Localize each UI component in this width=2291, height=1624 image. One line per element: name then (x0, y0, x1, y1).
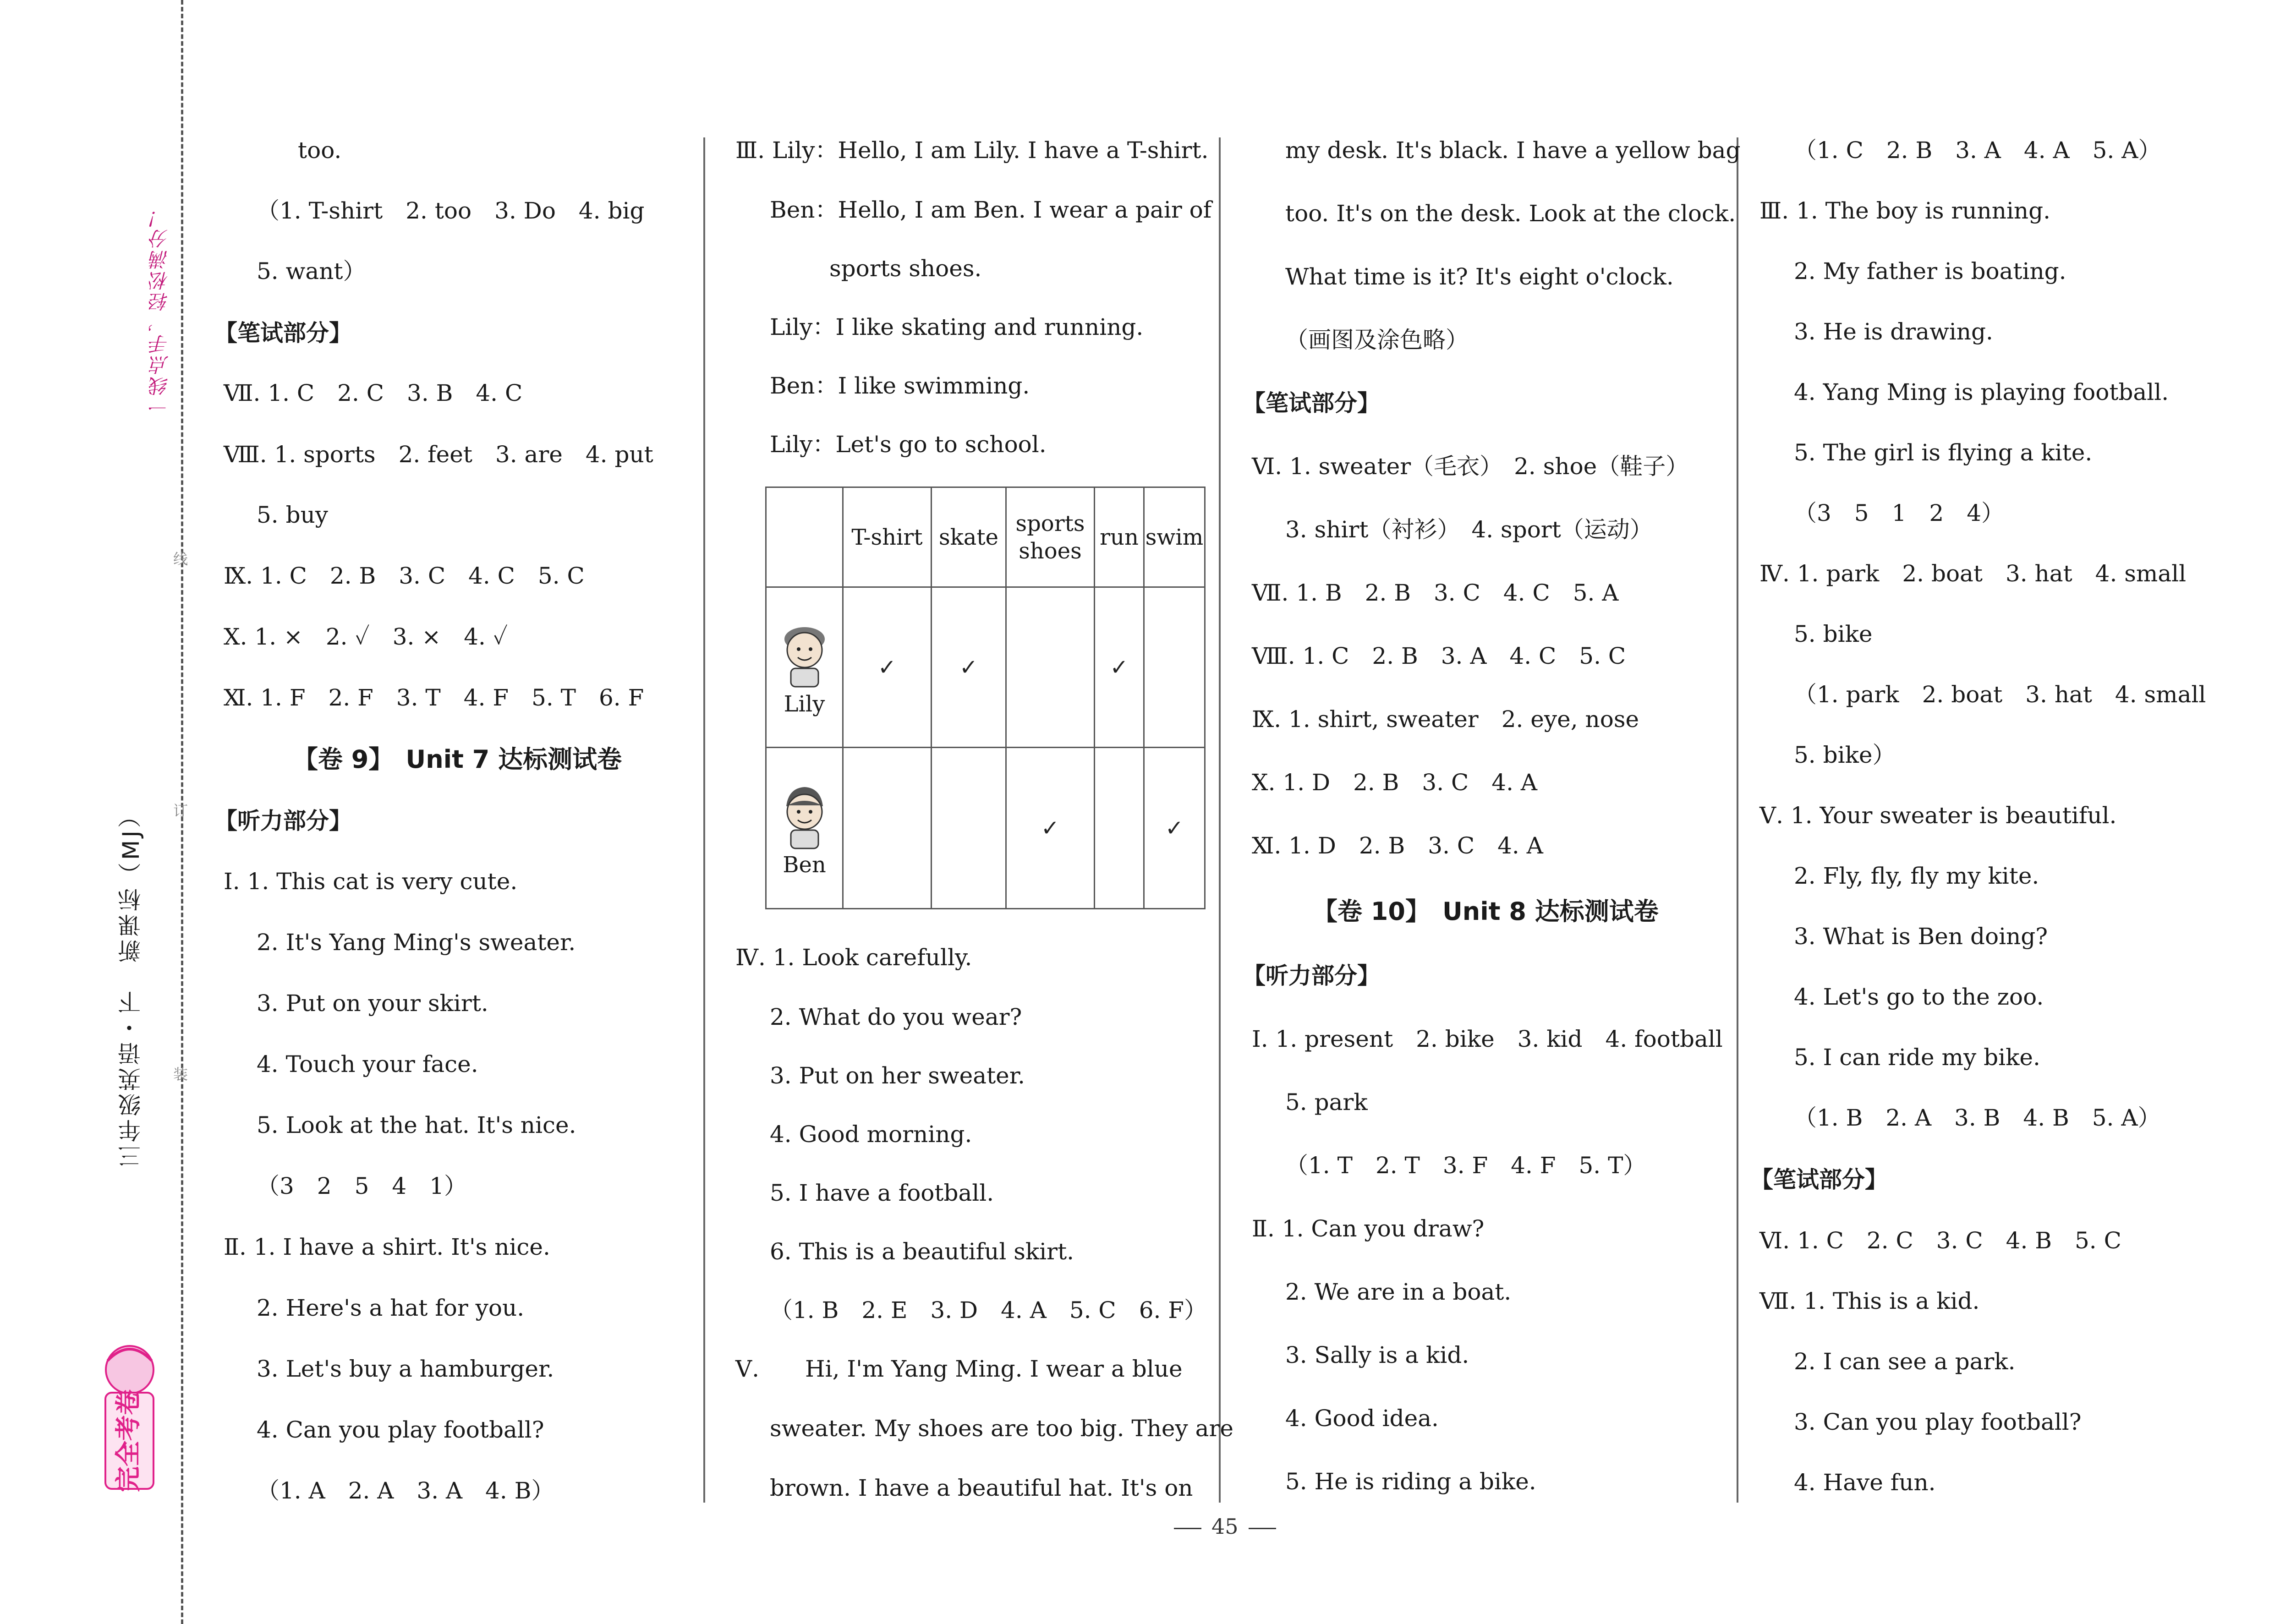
answer-line: Ⅵ. 1. sweater（毛衣） 2. shoe（鞋子） (1252, 453, 1689, 480)
answer-line: 4. Yang Ming is playing football. (1794, 379, 2169, 405)
page-number-text: 45 (1211, 1514, 1239, 1539)
answer-line: 2. My father is boating. (1794, 258, 2066, 284)
answer-line: Ⅰ. 1. This cat is very cute. (224, 868, 518, 895)
unit-title: 【卷 10】 Unit 8 达标测试卷 (1313, 897, 1659, 926)
answer-line: my desk. It's black. I have a yellow bag (1285, 137, 1741, 164)
answer-line: 5. want） (257, 258, 366, 284)
column-divider (1737, 137, 1738, 1503)
table-cell: ✓ (932, 587, 1006, 748)
boy-avatar-icon (775, 778, 834, 851)
table-cell (1095, 748, 1144, 909)
answer-line: 2. What do you wear? (770, 1004, 1022, 1030)
answer-line: （3 2 5 4 1） (257, 1173, 467, 1199)
kid-cell (766, 587, 843, 748)
answer-line: too. It's on the desk. Look at the clock. (1285, 200, 1736, 227)
table-cell: ✓ (1095, 587, 1144, 748)
section-heading: 【笔试部分】 (1243, 390, 1380, 416)
girl-avatar-icon (775, 617, 834, 690)
unit-title: 【卷 9】 Unit 7 达标测试卷 (293, 745, 622, 774)
answer-line: Lily：Let's go to school. (770, 431, 1047, 458)
answer-line: 3. Put on her sweater. (770, 1062, 1025, 1089)
cut-mark-order: 订 (173, 802, 188, 820)
table-cell (1144, 587, 1205, 748)
answer-line: 5. I can ride my bike. (1794, 1044, 2040, 1071)
answer-line: 4. Can you play football? (257, 1416, 544, 1443)
answer-line: Lily：I like skating and running. (770, 314, 1144, 340)
cut-mark-bind: 装 (173, 1066, 188, 1083)
slogan: 一线点手，轻松满分！ (149, 206, 171, 417)
answer-line: （3 5 1 2 4） (1794, 500, 2005, 526)
answer-line: Ⅹ. 1. × 2. ✓ 3. × 4. ✓ (224, 623, 508, 650)
answer-line: 4. Have fun. (1794, 1469, 1936, 1496)
answer-line: Ⅷ. 1. sports 2. feet 3. are 4. put (224, 441, 653, 468)
answer-line: sports shoes. (829, 255, 982, 282)
answer-line: Ben：I like swimming. (770, 372, 1030, 399)
answer-line: Ⅵ. 1. C 2. C 3. C 4. B 5. C (1759, 1227, 2121, 1254)
answer-line: 5. The girl is flying a kite. (1794, 439, 2093, 466)
table-cell (1006, 587, 1095, 748)
answer-line: too. (298, 137, 342, 164)
answer-line: 3. Let's buy a hamburger. (257, 1356, 554, 1382)
answer-line: Ⅶ. 1. C 2. C 3. B 4. C (224, 380, 523, 406)
answer-line: （画图及涂色略） (1285, 327, 1469, 353)
answer-line: Ben：Hello, I am Ben. I wear a pair of (770, 197, 1212, 223)
answer-line: Ⅶ. 1. This is a kid. (1759, 1288, 1980, 1314)
book-grade-label: 三年级英语・下 新课标（MJ） (118, 802, 144, 1168)
answer-line: 5. Look at the hat. It's nice. (257, 1112, 576, 1138)
section-heading: 【听力部分】 (214, 808, 352, 834)
answer-line: Ⅴ. Hi, I'm Yang Ming. I wear a blue (735, 1356, 1183, 1382)
answer-line: 3. shirt（衬衫） 4. sport（运动） (1285, 516, 1653, 543)
answer-line: 2. We are in a boat. (1285, 1279, 1512, 1305)
answer-line: 3. Sally is a kid. (1285, 1342, 1469, 1368)
answer-line: Ⅲ. 1. The boy is running. (1759, 197, 2051, 224)
table-header: T-shirt (843, 487, 932, 587)
table-cell: ✓ (843, 587, 932, 748)
answer-line: Ⅳ. 1. park 2. boat 3. hat 4. small (1759, 560, 2187, 587)
answer-line: brown. I have a beautiful hat. It's on (770, 1475, 1193, 1501)
answer-line: 5. He is riding a bike. (1285, 1468, 1536, 1495)
answer-line: 3. He is drawing. (1794, 318, 1993, 345)
answer-line: （1. B 2. A 3. B 4. B 5. A） (1794, 1105, 2161, 1131)
answer-line: 3. Can you play football? (1794, 1409, 2082, 1435)
column-divider (1219, 137, 1221, 1503)
answer-line: Ⅳ. 1. Look carefully. (735, 944, 972, 971)
answer-line: Ⅷ. 1. C 2. B 3. A 4. C 5. C (1252, 643, 1626, 669)
column-divider (703, 137, 705, 1503)
table-cell (932, 748, 1006, 909)
answer-line: 4. Good idea. (1285, 1405, 1439, 1432)
answer-line: （1. T-shirt 2. too 3. Do 4. big (257, 197, 645, 224)
answer-line: Ⅰ. 1. present 2. bike 3. kid 4. football (1252, 1026, 1723, 1052)
answer-line: Ⅱ. 1. Can you draw? (1252, 1215, 1485, 1242)
page-number (1164, 1514, 1286, 1539)
section-heading: 【笔试部分】 (214, 320, 352, 346)
answer-line: sweater. My shoes are too big. They are (770, 1415, 1233, 1442)
answer-line: 2. Here's a hat for you. (257, 1295, 525, 1321)
table-cell (843, 748, 932, 909)
answer-line: 5. I have a football. (770, 1180, 994, 1206)
answer-line: Ⅱ. 1. I have a shirt. It's nice. (224, 1234, 550, 1260)
answer-line: （1. B 2. E 3. D 4. A 5. C 6. F） (770, 1297, 1207, 1323)
answer-line: 6. This is a beautiful skirt. (770, 1238, 1074, 1265)
answer-line: 5. buy (257, 502, 329, 528)
table-cell: ✓ (1006, 748, 1095, 909)
answer-line: Ⅺ. 1. D 2. B 3. C 4. A (1252, 832, 1543, 859)
answer-line: 5. park (1285, 1089, 1368, 1115)
answer-line: （1. T 2. T 3. F 4. F 5. T） (1285, 1152, 1646, 1179)
answer-line: Ⅺ. 1. F 2. F 3. T 4. F 5. T 6. F (224, 684, 644, 711)
answer-line: Ⅸ. 1. C 2. B 3. C 4. C 5. C (224, 563, 585, 589)
answer-line: Ⅶ. 1. B 2. B 3. C 4. C 5. A (1252, 580, 1619, 606)
table-row (766, 587, 1205, 748)
kid-name: Lily (784, 691, 825, 717)
kid-cell (766, 748, 843, 909)
table-cell: ✓ (1144, 748, 1205, 909)
answer-line: 5. bike (1794, 621, 1873, 647)
section-heading: 【笔试部分】 (1750, 1166, 1888, 1193)
answer-line: 2. I can see a park. (1794, 1348, 2016, 1375)
table-header (766, 487, 843, 587)
answer-line: 2. Fly, fly, fly my kite. (1794, 863, 2039, 889)
cut-mark-line: 线 (173, 550, 188, 568)
answer-line: 2. It's Yang Ming's sweater. (257, 929, 576, 956)
answer-line: （1. C 2. B 3. A 4. A 5. A） (1794, 137, 2161, 164)
answer-line: Ⅸ. 1. shirt, sweater 2. eye, nose (1252, 706, 1639, 733)
table-header: skate (932, 487, 1006, 587)
table-header: sports shoes (1006, 487, 1095, 587)
answer-line: Ⅹ. 1. D 2. B 3. C 4. A (1252, 769, 1537, 796)
answer-line: What time is it? It's eight o'clock. (1285, 263, 1674, 290)
table-header: swim (1144, 487, 1205, 587)
answer-line: 4. Let's go to the zoo. (1794, 984, 2044, 1010)
answer-line: 5. bike） (1794, 742, 1896, 768)
section-heading: 【听力部分】 (1243, 962, 1380, 989)
answer-line: 3. What is Ben doing? (1794, 923, 2048, 950)
kid-name: Ben (783, 852, 826, 878)
answer-table (765, 487, 1206, 909)
table-row (766, 748, 1205, 909)
answer-line: 4. Touch your face. (257, 1051, 478, 1077)
answer-line: Ⅲ. Lily：Hello, I am Lily. I have a T-shirt. (735, 137, 1209, 164)
svg-text:完全考卷: 完全考卷 (114, 1389, 143, 1492)
brand-logo (80, 1342, 179, 1493)
answer-line: Ⅴ. 1. Your sweater is beautiful. (1759, 802, 2117, 829)
answer-line: 4. Good morning. (770, 1121, 972, 1148)
answer-line: （1. A 2. A 3. A 4. B） (257, 1477, 554, 1504)
table-header: run (1095, 487, 1144, 587)
answer-line: （1. park 2. boat 3. hat 4. small (1794, 681, 2206, 708)
answer-line: 3. Put on your skirt. (257, 990, 488, 1017)
